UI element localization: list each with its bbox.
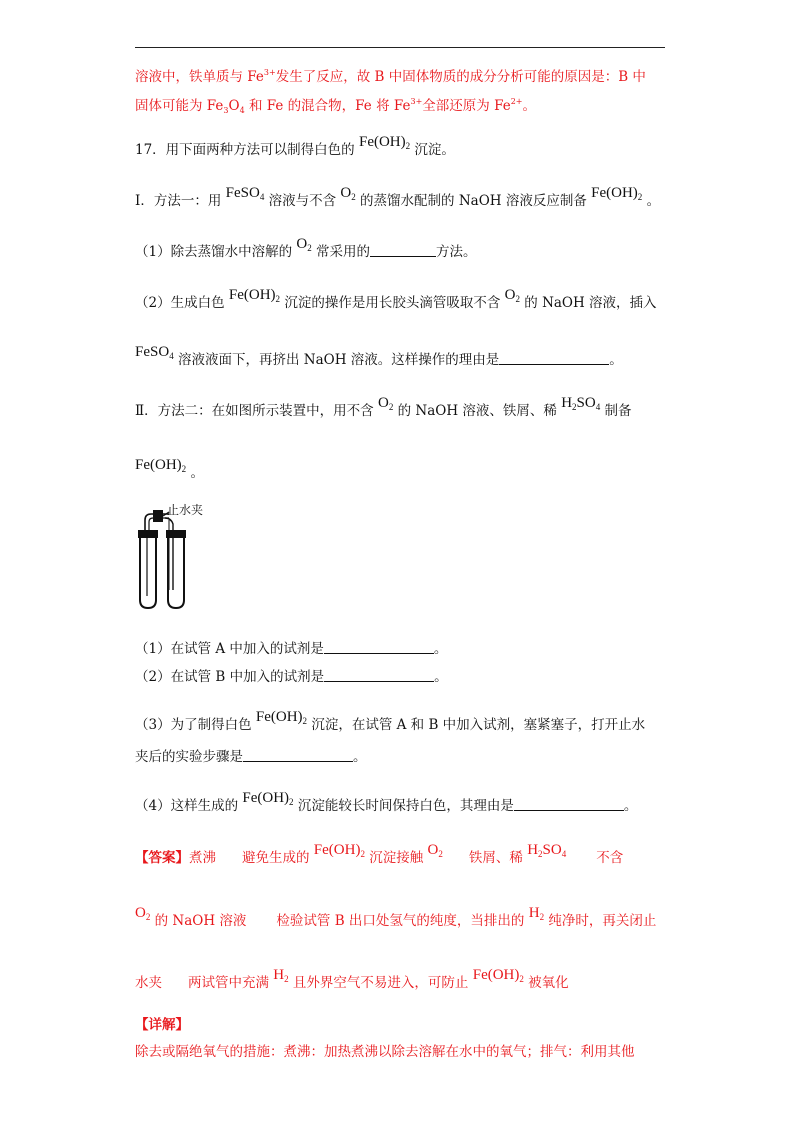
test-tube-a xyxy=(140,538,156,608)
continuation-line-2: 固体可能为 $Fe_3O_4$ 和 Fe 的混合物，Fe 将 $Fe^{3+}$全部还原为 $Fe^{2+}$。 xyxy=(135,97,537,115)
formula-feoh2: $Fe(OH)_2$ xyxy=(135,457,187,474)
clamp-icon xyxy=(153,510,163,522)
method-1-q1: （1）除去蒸馏水中溶解的 $O_2$ 常采用的 方法。 xyxy=(135,236,477,260)
formula-feoh2: $Fe(OH)_2$ xyxy=(255,709,308,726)
apparatus-figure xyxy=(135,500,215,612)
formula-feoh2: $Fe(OH)_2$ xyxy=(242,790,294,807)
formula-o2: $O_2$ xyxy=(377,395,394,412)
formula-h2so4: $H_2SO_4$ xyxy=(527,842,567,859)
formula-h2: $H_2$ xyxy=(273,967,289,984)
method-2-q2: （2）在试管 B 中加入的试剂是 。 xyxy=(135,669,448,685)
answer-blank[interactable] xyxy=(499,352,609,365)
formula-feoh2: $Fe(OH)_2$ xyxy=(228,287,281,304)
answer-blank[interactable] xyxy=(370,244,436,257)
method-1: Ⅰ．方法一：用 FeSO$_4$ 溶液与不含 $O_2$ 的蒸馏水配制的 NaOH 溶液反应制备 $Fe(OH)_2$ 。 xyxy=(135,185,661,209)
formula-feso4: FeSO$_4$ xyxy=(135,344,174,361)
stopper-a xyxy=(138,530,158,538)
formula-feoh2: $Fe(OH)_2$ xyxy=(358,134,411,151)
answer-line-3: 水夹 两试管中充满 $H_2$ 且外界空气不易进入，可防止 $Fe(OH)_2$ 被氧化 xyxy=(135,967,569,991)
answer-line-2: $O_2$ 的 NaOH 溶液 检验试管 B 出口处氢气的纯度，当排出的 $H_2$ 纯净时，再关闭止 xyxy=(135,905,657,929)
question-17: 17．用下面两种方法可以制得白色的 $Fe(OH)_2$ 沉淀。 xyxy=(135,134,455,158)
test-tube-b xyxy=(168,538,184,608)
answer-blank[interactable] xyxy=(514,798,624,811)
answer-blank[interactable] xyxy=(243,749,353,762)
formula-o2: $O_2$ xyxy=(296,236,312,253)
formula-h2: $H_2$ xyxy=(528,905,545,922)
detail-label: 【详解】 xyxy=(135,1017,189,1033)
detail-text: 除去或隔绝氧气的措施：煮沸：加热煮沸以除去溶解在水中的氧气；排气：利用其他 xyxy=(135,1044,635,1060)
answer-blank[interactable] xyxy=(324,669,434,682)
answer-blank[interactable] xyxy=(324,641,434,654)
formula-o2: $O_2$ xyxy=(427,842,443,859)
formula-feso4: FeSO$_4$ xyxy=(225,185,265,202)
formula-feoh2: $Fe(OH)_2$ xyxy=(591,185,643,202)
stopper-b xyxy=(166,530,186,538)
method-2-q4: （4）这样生成的 $Fe(OH)_2$ 沉淀能较长时间保持白色，其理由是 。 xyxy=(135,790,638,814)
method-2-q3-line-1: （3）为了制得白色 $Fe(OH)_2$ 沉淀，在试管 A 和 B 中加入试剂，塞紧塞子，打开止水 xyxy=(135,709,646,733)
method-2-q3-line-2: 夹后的实验步骤是 。 xyxy=(135,749,367,765)
method-1-q2-line-2: FeSO$_4$ 溶液液面下，再挤出 NaOH 溶液。这样操作的理由是 。 xyxy=(135,344,623,368)
clamp-label: 止水夹 xyxy=(167,503,204,517)
method-2: Ⅱ．方法二：在如图所示装置中，用不含 $O_2$ 的 NaOH 溶液、铁屑、稀 $H_2SO_4$ 制备 xyxy=(135,395,632,419)
formula-feoh2: $Fe(OH)_2$ xyxy=(313,842,365,859)
formula-o2: $O_2$ xyxy=(135,905,151,922)
formula-o2: $O_2$ xyxy=(504,287,520,304)
header-rule xyxy=(135,47,665,48)
continuation-line-1: 溶液中，铁单质与 $Fe^{3+}$发生了反应，故 B 中固体物质的成分分析可能的原因是：B 中 xyxy=(135,68,646,85)
answer-line-1: 【答案】煮沸 避免生成的 $Fe(OH)_2$ 沉淀接触 $O_2$ 铁屑、稀 $H_2SO_4$ 不含 xyxy=(135,842,624,866)
answer-label: 【答案】 xyxy=(135,850,189,866)
formula-feoh2: $Fe(OH)_2$ xyxy=(472,967,524,984)
formula-h2so4: $H_2SO_4$ xyxy=(561,395,601,412)
method-2-q1: （1）在试管 A 中加入的试剂是 。 xyxy=(135,641,448,657)
method-2-line-2: $Fe(OH)_2$ 。 xyxy=(135,457,204,481)
formula-o2: $O_2$ xyxy=(340,185,356,202)
method-1-q2-line-1: （2）生成白色 $Fe(OH)_2$ 沉淀的操作是用长胶头滴管吸取不含 $O_2$ 的 NaOH 溶液，插入 xyxy=(135,287,657,311)
